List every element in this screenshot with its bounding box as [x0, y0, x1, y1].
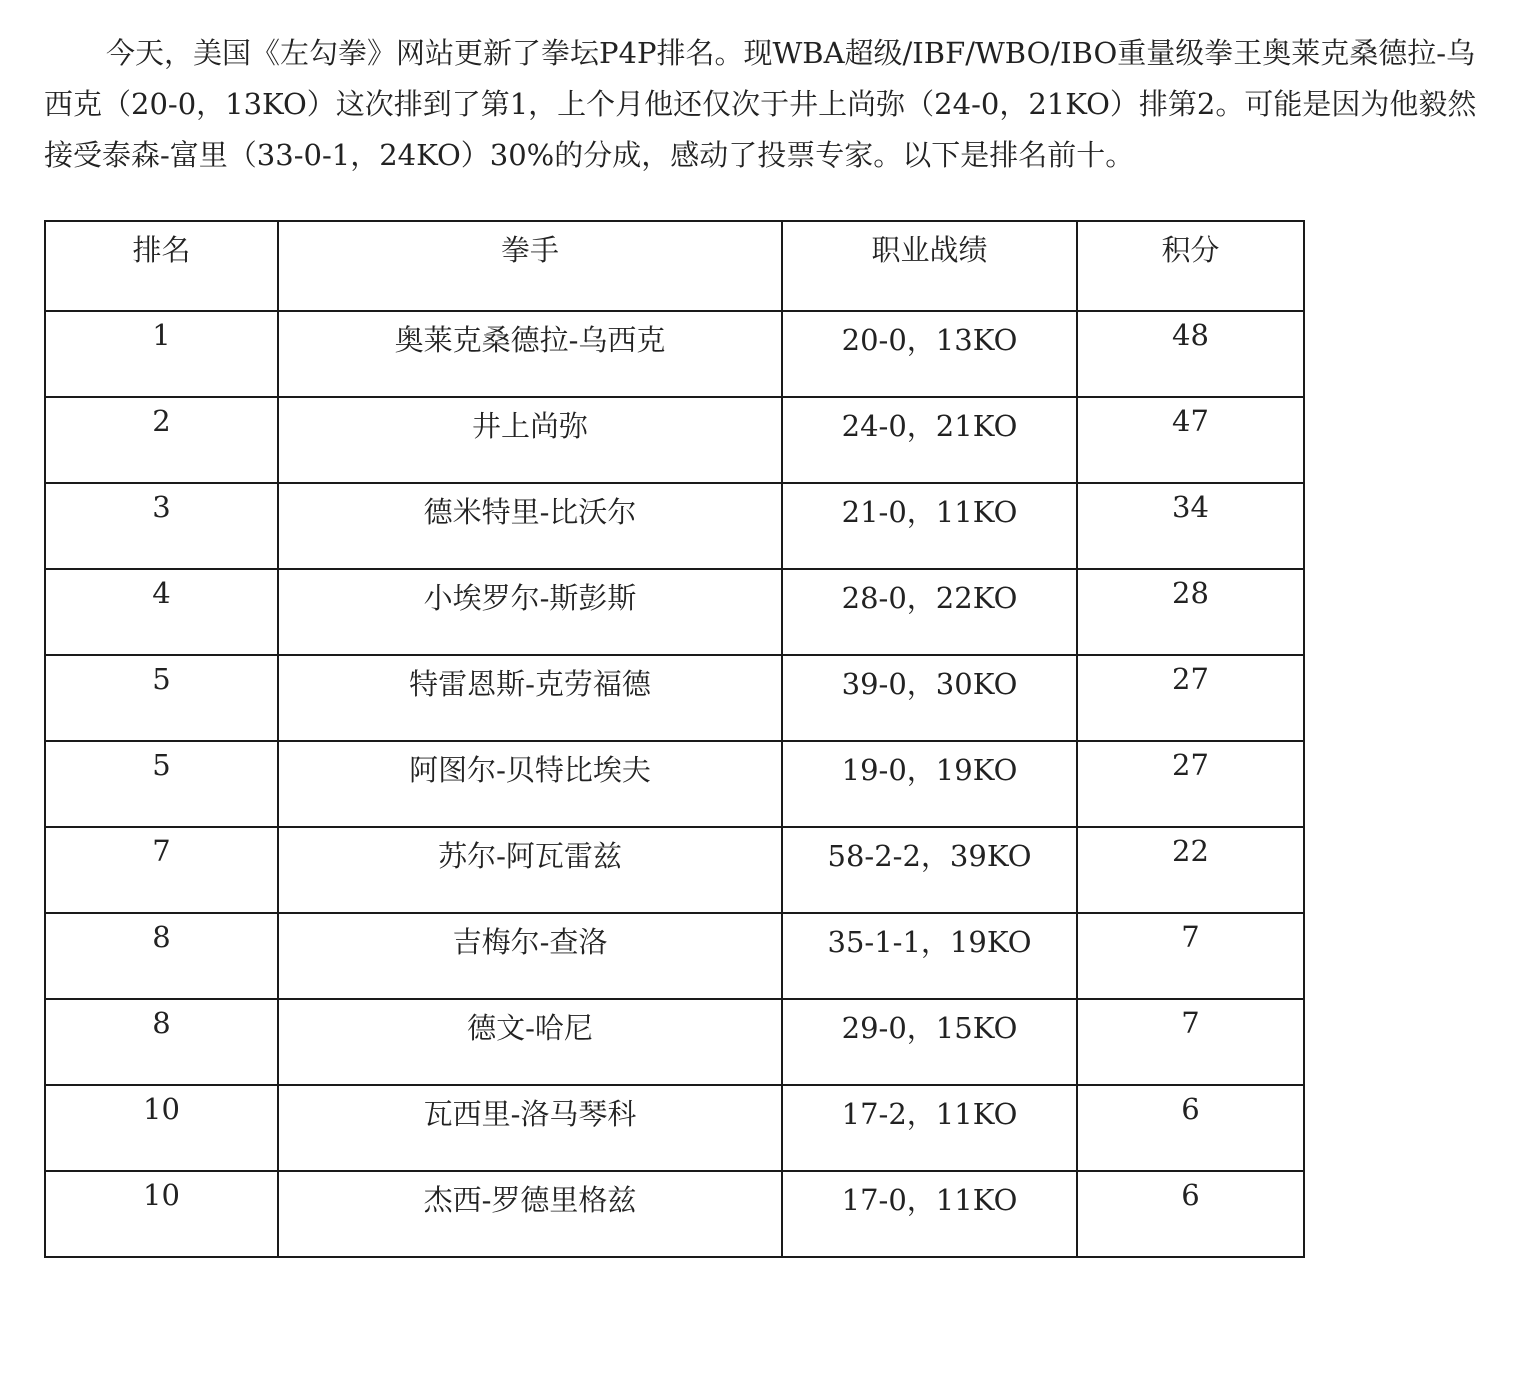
- rank-cell: 4: [45, 569, 278, 655]
- record-cell: 19-0，19KO: [782, 741, 1077, 827]
- rank-cell: 3: [45, 483, 278, 569]
- record-cell: 29-0，15KO: [782, 999, 1077, 1085]
- table-row: [45, 569, 1304, 655]
- points-cell: 7: [1077, 913, 1304, 999]
- rank-cell: 10: [45, 1085, 278, 1171]
- table-row: [45, 311, 1304, 397]
- p4p-ranking-table: [44, 220, 1305, 1258]
- table-row: [45, 655, 1304, 741]
- points-cell: 22: [1077, 827, 1304, 913]
- points-cell: 48: [1077, 311, 1304, 397]
- header-rank: 排名: [45, 221, 278, 311]
- points-cell: 34: [1077, 483, 1304, 569]
- record-cell: 35-1-1，19KO: [782, 913, 1077, 999]
- header-points: 积分: [1077, 221, 1304, 311]
- rank-cell: 1: [45, 311, 278, 397]
- header-boxer: 拳手: [278, 221, 782, 311]
- record-cell: 17-2，11KO: [782, 1085, 1077, 1171]
- rank-cell: 5: [45, 655, 278, 741]
- points-cell: 27: [1077, 655, 1304, 741]
- boxer-cell: 吉梅尔-查洛: [278, 913, 782, 999]
- boxer-cell: 特雷恩斯-克劳福德: [278, 655, 782, 741]
- table-row: [45, 741, 1304, 827]
- record-cell: 28-0，22KO: [782, 569, 1077, 655]
- points-cell: 6: [1077, 1171, 1304, 1257]
- boxer-cell: 奥莱克桑德拉-乌西克: [278, 311, 782, 397]
- boxer-cell: 瓦西里-洛马琴科: [278, 1085, 782, 1171]
- rank-cell: 10: [45, 1171, 278, 1257]
- rank-cell: 8: [45, 999, 278, 1085]
- record-cell: 17-0，11KO: [782, 1171, 1077, 1257]
- rank-cell: 2: [45, 397, 278, 483]
- rank-cell: 5: [45, 741, 278, 827]
- boxer-cell: 德文-哈尼: [278, 999, 782, 1085]
- boxer-cell: 德米特里-比沃尔: [278, 483, 782, 569]
- table-row: [45, 1085, 1304, 1171]
- record-cell: 21-0，11KO: [782, 483, 1077, 569]
- record-cell: 39-0，30KO: [782, 655, 1077, 741]
- table-row: [45, 1171, 1304, 1257]
- boxer-cell: 井上尚弥: [278, 397, 782, 483]
- table-header-row: [45, 221, 1304, 311]
- record-cell: 58-2-2，39KO: [782, 827, 1077, 913]
- table-row: [45, 913, 1304, 999]
- header-record: 职业战绩: [782, 221, 1077, 311]
- points-cell: 27: [1077, 741, 1304, 827]
- table-row: [45, 827, 1304, 913]
- table-row: [45, 483, 1304, 569]
- boxer-cell: 阿图尔-贝特比埃夫: [278, 741, 782, 827]
- boxer-cell: 杰西-罗德里格兹: [278, 1171, 782, 1257]
- intro-paragraph: 今天，美国《左勾拳》网站更新了拳坛P4P排名。现WBA超级/IBF/WBO/IBO重量级拳王奥莱克桑德拉-乌西克（20-0，13KO）这次排到了第1，上个月他还仅次于井上尚弥（24-0，21KO）排第2。可能是因为他毅然接受泰森-富里（33-0-1，24KO）30%的分成，感动了投票专家。以下是排名前十。: [44, 36, 1477, 172]
- table-row: [45, 999, 1304, 1085]
- rank-cell: 7: [45, 827, 278, 913]
- boxer-cell: 小埃罗尔-斯彭斯: [278, 569, 782, 655]
- points-cell: 6: [1077, 1085, 1304, 1171]
- boxer-cell: 苏尔-阿瓦雷兹: [278, 827, 782, 913]
- points-cell: 7: [1077, 999, 1304, 1085]
- table-row: [45, 397, 1304, 483]
- points-cell: 47: [1077, 397, 1304, 483]
- record-cell: 24-0，21KO: [782, 397, 1077, 483]
- rank-cell: 8: [45, 913, 278, 999]
- record-cell: 20-0，13KO: [782, 311, 1077, 397]
- points-cell: 28: [1077, 569, 1304, 655]
